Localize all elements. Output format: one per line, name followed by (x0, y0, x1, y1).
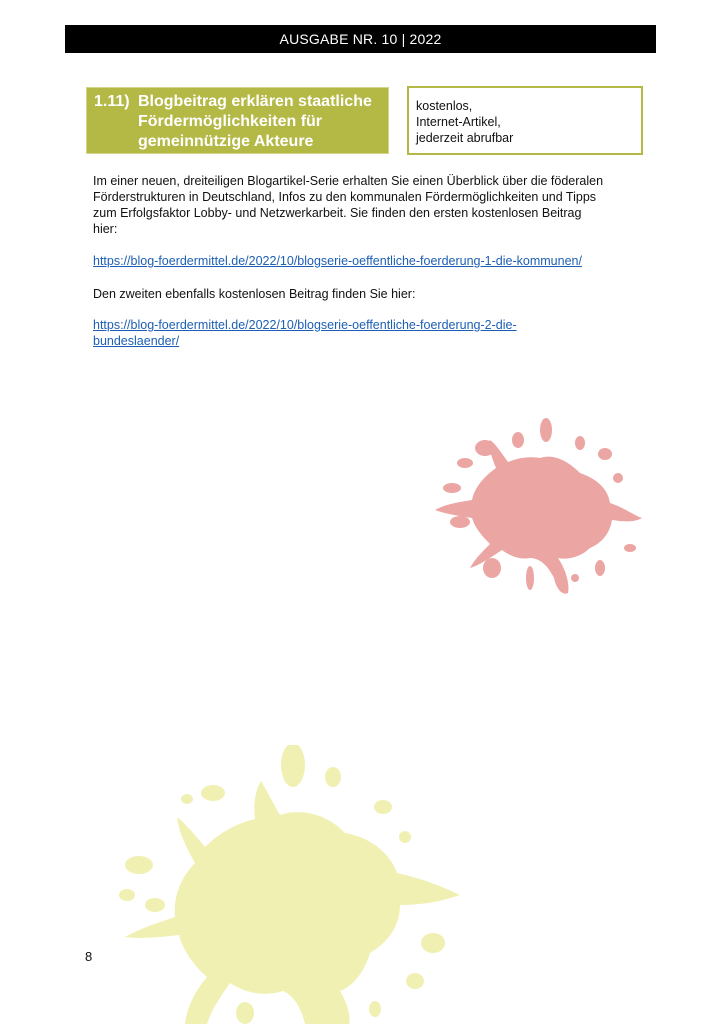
page-number: 8 (85, 949, 93, 964)
issue-label: AUSGABE NR. 10 | 2022 (279, 31, 442, 47)
section-number: 1.11) (94, 93, 130, 110)
intro-line: Förderstrukturen in Deutschland, Infos zu den kommunalen Fördermöglichkeiten und Tipps (93, 190, 597, 204)
yellow-paint-splash (115, 745, 465, 1024)
intro-paragraph (93, 173, 641, 237)
tag-item: jederzeit abrufbar (416, 131, 514, 145)
pink-paint-splash (430, 418, 650, 598)
section-title (138, 92, 388, 152)
tag-item: kostenlos, (416, 99, 473, 113)
blog-link-2-continued[interactable]: bundeslaender/ (93, 334, 180, 348)
issue-header-bar (65, 25, 656, 53)
blog-link-1[interactable]: https://blog-foerdermittel.de/2022/10/blogserie-oeffentliche-foerderung-1-die-kommunen/ (93, 254, 582, 268)
second-article-intro: Den zweiten ebenfalls kostenlosen Beitrag finden Sie hier: (93, 287, 416, 301)
section-title-line: gemeinnützige Akteure (138, 133, 314, 150)
intro-line: hier: (93, 222, 118, 236)
section-title-line: Blogbeitrag erklären staatliche (138, 93, 372, 110)
section-title-line: Fördermöglichkeiten für (138, 113, 323, 130)
section-title-box (86, 87, 389, 154)
intro-line: zum Erfolgsfaktor Lobby- und Netzwerkarbeit. Sie finden den ersten kostenlosen Beitrag (93, 206, 582, 220)
blog-link-2[interactable]: https://blog-foerdermittel.de/2022/10/blogserie-oeffentliche-foerderung-2-die- (93, 318, 517, 332)
intro-line: Im einer neuen, dreiteiligen Blogartikel-Serie erhalten Sie einen Überblick über die föderalen (93, 174, 604, 188)
tags-box (407, 86, 643, 155)
tag-item: Internet-Artikel, (416, 115, 501, 129)
